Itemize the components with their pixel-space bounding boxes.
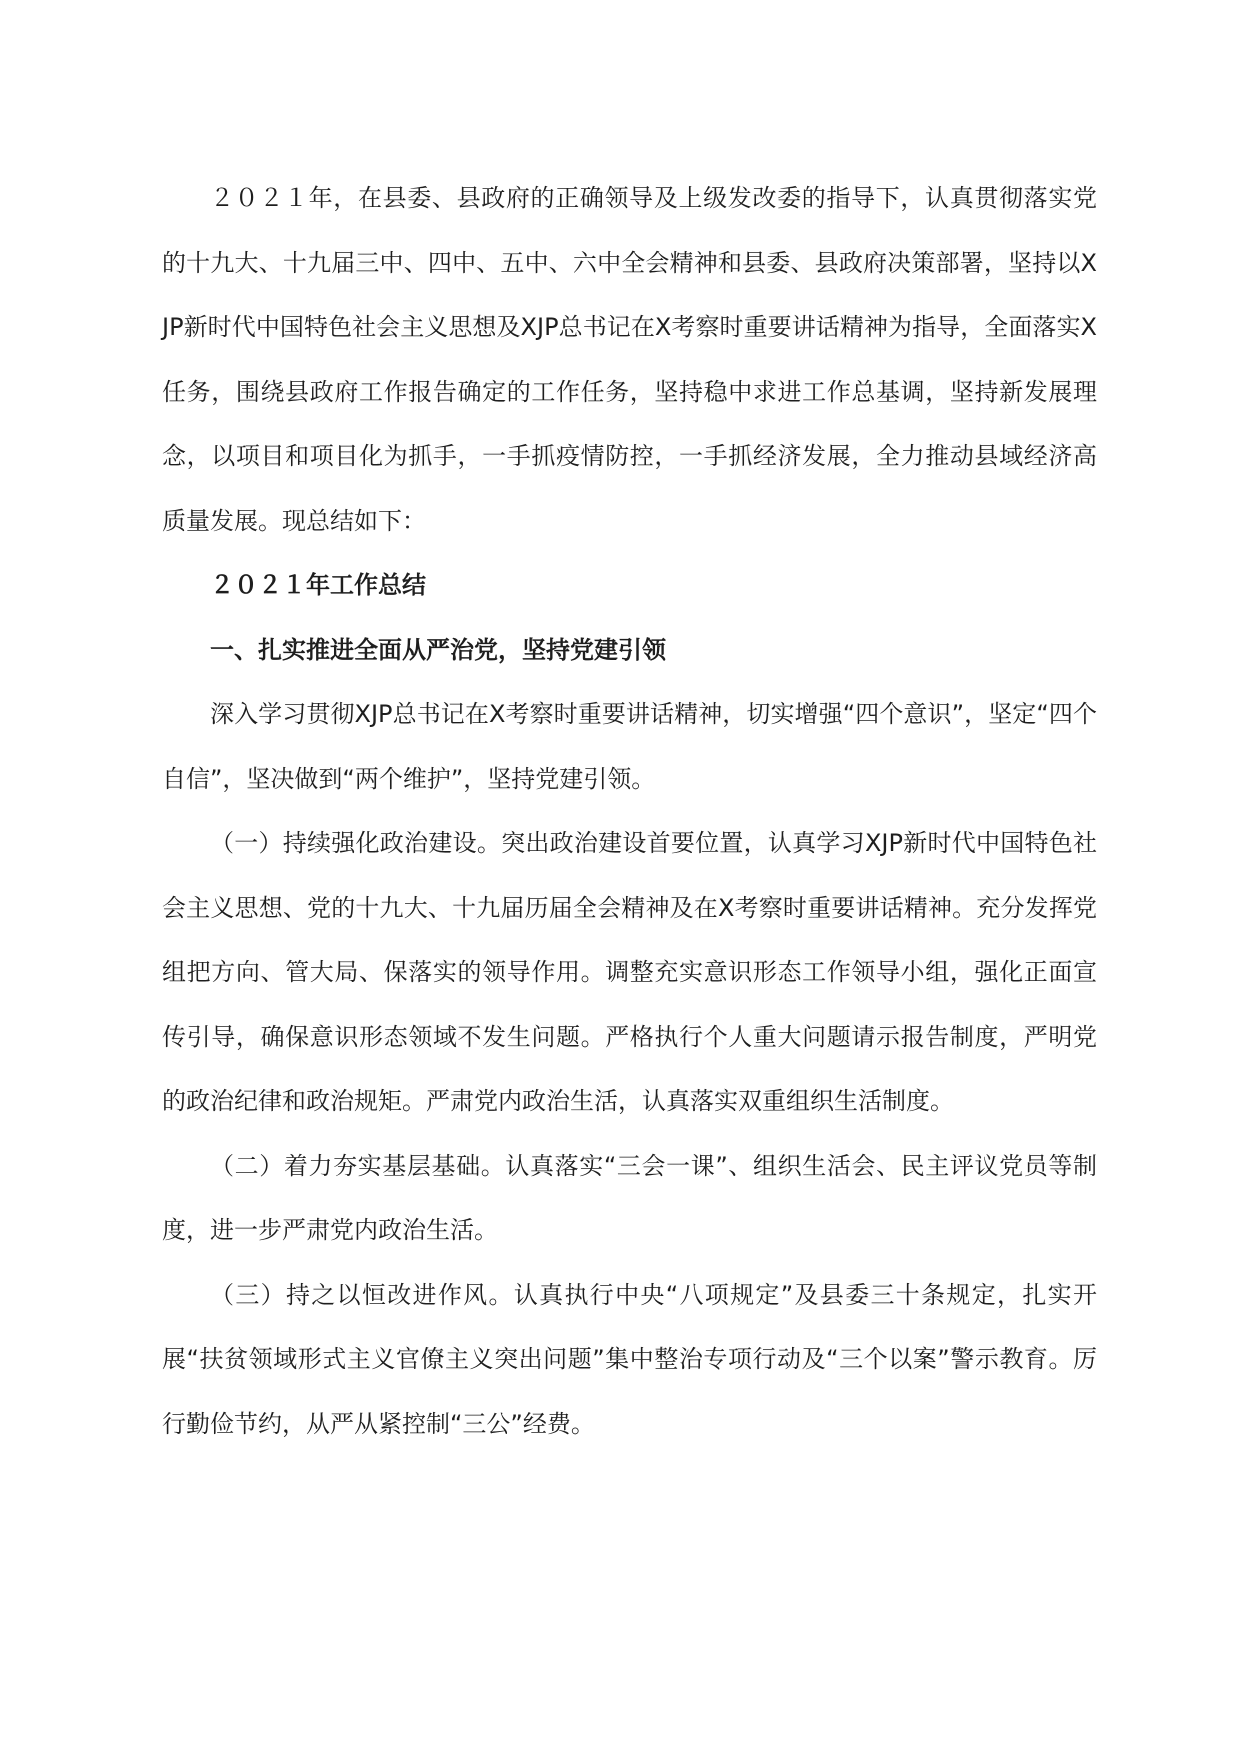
body-paragraph: （二）着力夯实基层基础。认真落实“三会一课”、组织生活会、民主评议党员等制度，进一步严肃党内政治生活。	[162, 1151, 1097, 1244]
subsection-heading: 一、扎实推进全面从严治党，坚持党建引领	[210, 635, 666, 664]
section-heading: ２０２１年工作总结	[210, 571, 426, 599]
intro-paragraph: ２０２１年，在县委、县政府的正确领导及上级发改委的指导下，认真贯彻落实党的十九大、十九届三中、四中、五中、六中全会精神和县委、县政府决策部署，坚持以XJP新时代中国特色社会主义思想及XJP总书记在X考察时重要讲话精神为指导，全面落实X任务，围绕县政府工作报告确定的工作任务，坚持稳中求进工作总基调，坚持新发展理念，以项目和项目化为抓手，一手抓疫情防控，一手抓经济发展，全力推动县域经济高质量发展。现总结如下：	[162, 184, 1097, 535]
body-paragraph: 深入学习贯彻XJP总书记在X考察时重要讲话精神，切实增强“四个意识”，坚定“四个自信”，坚决做到“两个维护”，坚持党建引领。	[162, 700, 1097, 793]
document-body	[162, 166, 1097, 1456]
body-paragraph: （一）持续强化政治建设。突出政治建设首要位置，认真学习XJP新时代中国特色社会主义思想、党的十九大、十九届历届全会精神及在X考察时重要讲话精神。充分发挥党组把方向、管大局、保落实的领导作用。调整充实意识形态工作领导小组，强化正面宣传引导，确保意识形态领域不发生问题。严格执行个人重大问题请示报告制度，严明党的政治纪律和政治规矩。严肃党内政治生活，认真落实双重组织生活制度。	[162, 829, 1097, 1115]
body-paragraph: （三）持之以恒改进作风。认真执行中央“八项规定”及县委三十条规定，扎实开展“扶贫领域形式主义官僚主义突出问题”集中整治专项行动及“三个以案”警示教育。厉行勤俭节约，从严从紧控制“三公”经费。	[162, 1280, 1097, 1438]
